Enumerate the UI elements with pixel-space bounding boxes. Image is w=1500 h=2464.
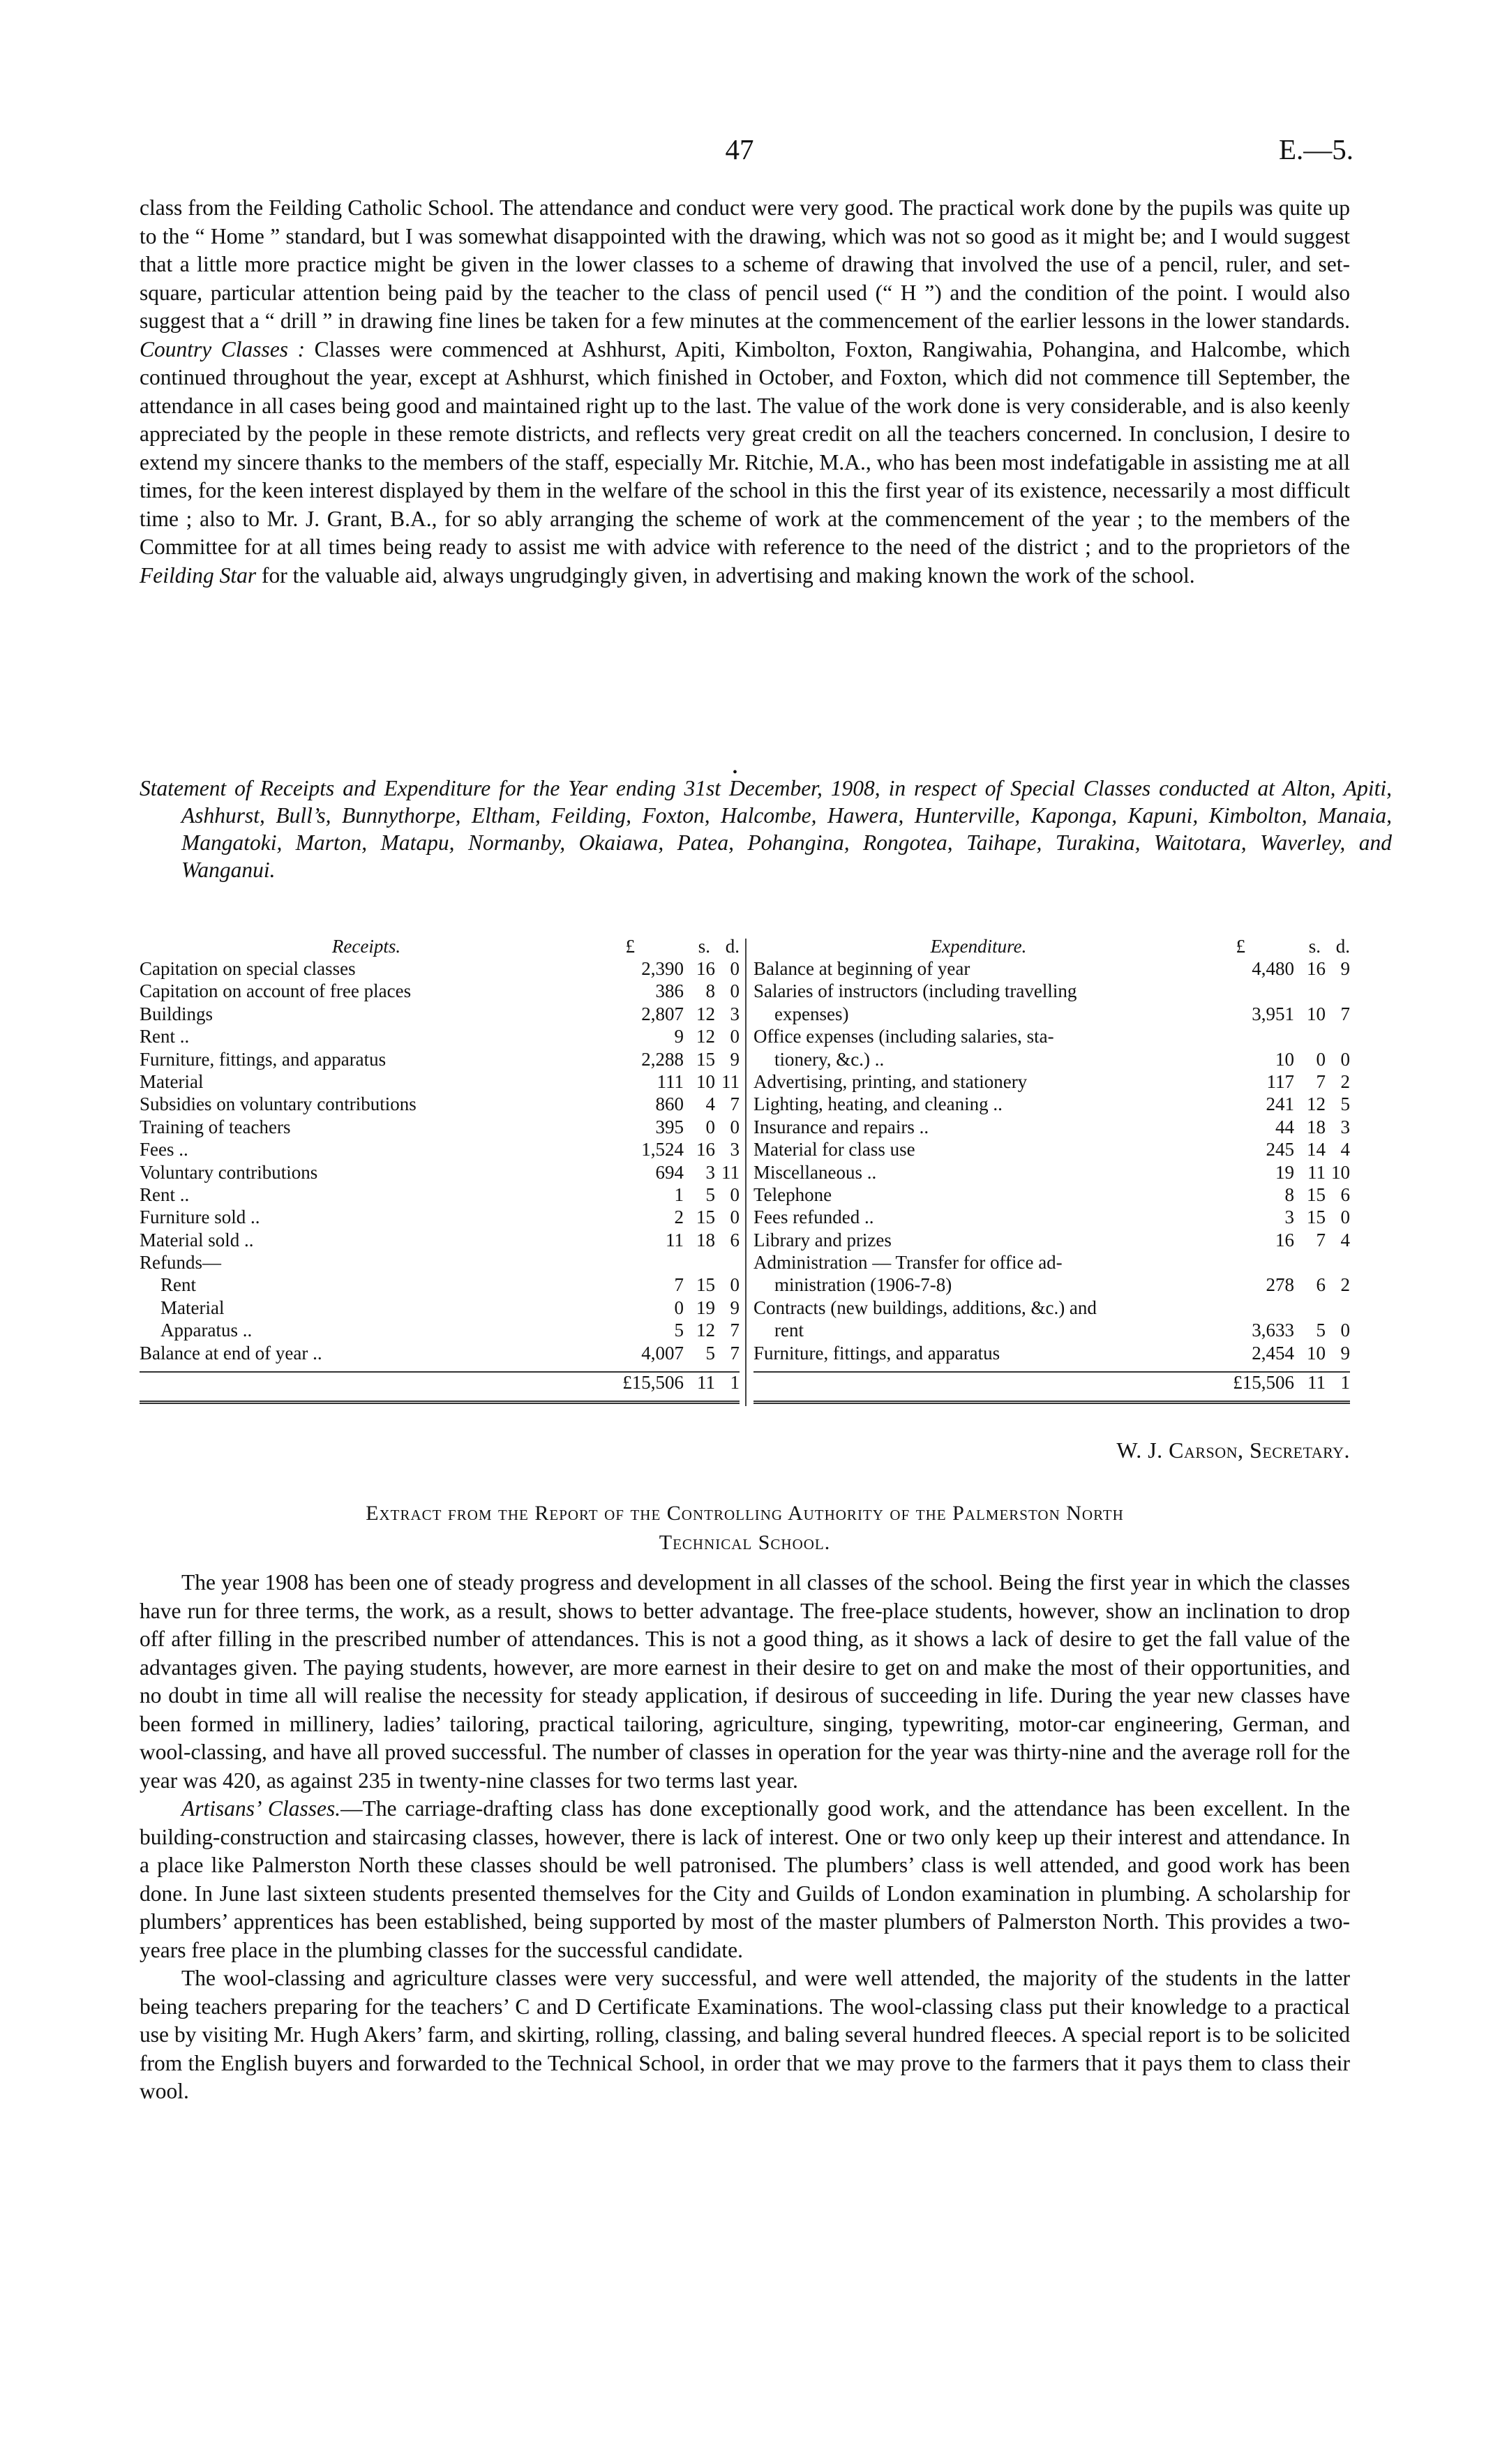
table-row [140, 1342, 740, 1364]
amount-pounds: 2 [674, 1207, 684, 1228]
row-label: Material [160, 1297, 225, 1318]
table-row [753, 1070, 1350, 1093]
amount-pounds: 16 [1275, 1229, 1294, 1250]
amount-shillings: 12 [696, 1003, 715, 1024]
column-divider [745, 939, 747, 1406]
receipts-total [140, 1371, 740, 1404]
amount-pence: 0 [730, 1274, 740, 1296]
table-row [140, 1070, 740, 1093]
receipts-header [140, 935, 740, 957]
report-text [140, 194, 1350, 590]
amount-shillings: 18 [696, 1229, 715, 1250]
amount-shillings: 19 [696, 1297, 715, 1318]
document-reference: E.—5. [1278, 133, 1353, 165]
amount-pence: 10 [1331, 1161, 1350, 1183]
amount-pence: 0 [730, 980, 740, 1002]
amount-pounds: 2,390 [641, 958, 684, 979]
table-row [753, 1251, 1350, 1274]
row-label: ministration (1906-7-8) [774, 1274, 952, 1296]
amount-shillings: 15 [1307, 1207, 1326, 1228]
amount-pounds: 4,480 [1252, 958, 1294, 979]
amount-pounds: 395 [655, 1116, 684, 1137]
extract-heading [140, 1499, 1350, 1558]
amount-pounds: 860 [655, 1093, 684, 1115]
row-label: Material sold .. [140, 1229, 254, 1250]
amount-pounds: 11 [666, 1229, 684, 1250]
amount-shillings: 16 [1307, 958, 1326, 979]
amount-pounds: 10 [1275, 1048, 1294, 1070]
amount-shillings: 15 [696, 1274, 715, 1296]
row-label: Furniture, fittings, and apparatus [753, 1342, 1000, 1364]
amount-pounds: 111 [657, 1070, 684, 1092]
amount-shillings: 7 [1316, 1229, 1326, 1250]
pence-header: d. [725, 936, 740, 957]
amount-pounds: 694 [655, 1161, 684, 1183]
amount-pounds: 278 [1266, 1274, 1294, 1296]
table-row [753, 1274, 1350, 1296]
receipts-column [140, 935, 740, 1399]
accounts-table [140, 935, 1350, 1424]
ink-dot: • [733, 765, 738, 780]
amount-shillings: 0 [1316, 1048, 1326, 1070]
extract-paragraph-2 [140, 1795, 1350, 1964]
expenditure-heading: Expenditure. [930, 936, 1027, 957]
amount-pence: 6 [1340, 1184, 1350, 1205]
report-paragraph [140, 194, 1350, 590]
artisans-paragraph-text: —The carriage-drafting class has done exceptionally good work, and the attendance has been excellent. In the building-construction and staircasing classes, however, there is lack of interest. One or two only keep up their interest and attendance. In a place like Palmerston North these classes should be well patronised. The plumbers’ class is well attended, and good work has been done. In June last sixteen students presented themselves for the City and Guilds of London examination in plumbing. A scholarship for plumbers’ apprentices has been established, being supported by most of the master plumbers of Palmerston North. This provides a two-years free place in the plumbing classes for the successful candidate. [140, 1796, 1350, 1962]
table-row [140, 1251, 740, 1274]
amount-shillings: 7 [1316, 1070, 1326, 1092]
amount-pounds: 117 [1266, 1070, 1294, 1092]
row-label: Telephone [753, 1184, 832, 1205]
amount-pounds: 8 [1284, 1184, 1294, 1205]
table-row [753, 1138, 1350, 1160]
row-label: Rent .. [140, 1184, 190, 1205]
total-pounds: £15,506 [622, 1372, 684, 1394]
page-number: 47 [725, 133, 754, 165]
amount-pence: 3 [730, 1139, 740, 1160]
statement-title: Statement of Receipts and Expenditure for the Year ending 31st December, 1908, in respect of Special Classes conducted at Alton, Apiti, Ashhurst, Bull’s, Bunnythorpe, Eltham, Feilding, Foxton, Halcombe, Hawera, Hunterville, Kaponga, Kapuni, Kimbolton, Manaia, Mangatoki, Marton, Matapu, Normanby, Okaiawa, Patea, Pohangina, Rongotea, Taihape, Turakina, Waitotara, Waverley, and Wanganui. [140, 776, 1392, 882]
table-row [140, 1319, 740, 1341]
amount-shillings: 6 [1316, 1274, 1326, 1296]
amount-shillings: 8 [705, 980, 715, 1002]
extract-paragraph-3: The wool-classing and agriculture classes were very successful, and were well attended, the majority of the students in the latter being teachers preparing for the teachers’ C and D Certificate Examinations. The wool-classing class put their knowledge to a practical use by visiting Mr. Hugh Akers’ farm, and skirting, rolling, classing, and baling several hundred fleeces. A special report is to be solicited from the English buyers and forwarded to the Technical School, in order that we may prove to the farmers that it pays them to class their wool. [140, 1966, 1350, 2103]
row-label: expenses) [774, 1003, 849, 1024]
amount-shillings: 16 [696, 958, 715, 979]
table-row [140, 1184, 740, 1206]
total-pounds: £15,506 [1233, 1372, 1294, 1394]
row-label: Fees .. [140, 1139, 188, 1160]
amount-pence: 7 [1340, 1003, 1350, 1024]
amount-pence: 9 [730, 1297, 740, 1318]
row-label: Salaries of instructors (including travelling [753, 980, 1077, 1002]
expenditure-total [753, 1371, 1350, 1404]
row-label: Rent .. [140, 1026, 190, 1047]
amount-shillings: 15 [1307, 1184, 1326, 1205]
amount-pence: 6 [730, 1229, 740, 1250]
amount-pounds: 44 [1275, 1116, 1294, 1137]
table-row [753, 1093, 1350, 1115]
table-row [140, 1093, 740, 1115]
table-row [140, 1229, 740, 1251]
total-shillings: 11 [697, 1372, 715, 1394]
row-label: Material [140, 1070, 204, 1092]
amount-shillings: 5 [1316, 1320, 1326, 1341]
amount-pence: 11 [721, 1070, 740, 1092]
amount-pence: 9 [730, 1048, 740, 1070]
row-label: Apparatus .. [160, 1320, 253, 1341]
amount-shillings: 10 [1307, 1003, 1326, 1024]
amount-shillings: 10 [696, 1070, 715, 1092]
row-label: Voluntary contributions [140, 1161, 318, 1183]
expenditure-rows [753, 957, 1350, 1364]
row-label: Balance at beginning of year [753, 958, 970, 979]
row-label: Subsidies on voluntary contributions [140, 1093, 417, 1115]
amount-pounds: 2,288 [641, 1048, 684, 1070]
amount-pence: 9 [1340, 958, 1350, 979]
extract-heading-line-2: Technical School. [659, 1531, 831, 1554]
table-row [140, 1138, 740, 1160]
amount-pence: 4 [1340, 1139, 1350, 1160]
amount-pounds: 0 [674, 1297, 684, 1318]
amount-pence: 0 [730, 1026, 740, 1047]
pence-header: d. [1335, 936, 1350, 957]
row-label: rent [774, 1320, 804, 1341]
table-row [140, 1161, 740, 1184]
amount-pounds: 241 [1266, 1093, 1294, 1115]
table-row [753, 1025, 1350, 1047]
table-row [753, 1048, 1350, 1070]
table-row [753, 1342, 1350, 1364]
table-row [753, 1229, 1350, 1251]
amount-pence: 0 [1340, 1320, 1350, 1341]
amount-shillings: 12 [696, 1320, 715, 1341]
table-row [753, 957, 1350, 980]
amount-shillings: 5 [705, 1184, 715, 1205]
total-pence: 1 [730, 1372, 740, 1394]
table-row [140, 1297, 740, 1319]
amount-pence: 0 [730, 1207, 740, 1228]
extract-paragraph-1: The year 1908 has been one of steady progress and development in all classes of the school. Being the first year in which the classes have run for three terms, the work, as a result, shows to better advantage. The free-place students, however, show an inclination to drop off after filling in the prescribed number of attendances. This is not a good thing, as it shows a lack of desire to get the fall value of the advantages given. The paying students, however, are more earnest in their desire to get on and make the most of their opportunities, and no doubt in time all will realise the necessity for steady application, if desirous of succeeding in life. During the year new classes have been formed in millinery, ladies’ tailoring, practical tailoring, agriculture, singing, typewriting, motor-car engineering, German, and wool-classing, and have all proved successful. The number of classes in operation for the year was thirty-nine and the average roll for the year was 420, as against 235 in twenty-nine classes for two terms last year. [140, 1570, 1350, 1793]
amount-pounds: 5 [674, 1320, 684, 1341]
amount-shillings: 16 [696, 1139, 715, 1160]
amount-shillings: 12 [696, 1026, 715, 1047]
amount-shillings: 3 [705, 1161, 715, 1183]
amount-pence: 5 [1340, 1093, 1350, 1115]
amount-pounds: 4,007 [641, 1342, 684, 1364]
expenditure-column [753, 935, 1350, 1399]
amount-shillings: 11 [1307, 1161, 1326, 1183]
amount-pounds: 3 [1284, 1207, 1294, 1228]
table-row [140, 1116, 740, 1138]
table-row [753, 1297, 1350, 1319]
amount-pence: 3 [730, 1003, 740, 1024]
amount-pence: 0 [730, 1184, 740, 1205]
table-row [140, 1274, 740, 1296]
amount-pence: 0 [1340, 1048, 1350, 1070]
table-row [140, 1025, 740, 1047]
amount-shillings: 12 [1307, 1093, 1326, 1115]
report-paragraph-1-cont: Classes were commenced at Ashhurst, Apiti, Kimbolton, Foxton, Rangiwahia, Pohangina, and Halcombe, which continued throughout the year, except at Ashhurst, which finished in October, and Foxton, which did not commence till September, the attendance in all cases being good and maintained right up to the last. The value of the work done is very considerable, and is also keenly appreciated by the people in these remote districts, and reflects very great credit on all the teachers concerned. In conclusion, I desire to extend my sincere thanks to the members of the staff, especially Mr. Ritchie, M.A., who has been most indefatigable in assisting me at all times, for the keen interest displayed by them in the welfare of the school in this the first year of its existence, necessarily a most difficult time ; also to Mr. J. Grant, B.A., for so ably arranging the scheme of work at the commencement of the year ; to the members of the Committee for at all times being ready to assist me with advice with reference to the need of the district ; and to the proprietors of the [140, 336, 1350, 559]
row-label: Furniture, fittings, and apparatus [140, 1048, 387, 1070]
amount-pounds: 245 [1266, 1139, 1294, 1160]
amount-shillings: 4 [705, 1093, 715, 1115]
amount-pounds: 3,951 [1252, 1003, 1294, 1024]
row-label: Material for class use [753, 1139, 915, 1160]
amount-shillings: 15 [696, 1207, 715, 1228]
table-row [753, 1116, 1350, 1138]
table-row [140, 1206, 740, 1228]
table-row [140, 1003, 740, 1025]
amount-pence: 0 [1340, 1207, 1350, 1228]
amount-shillings: 18 [1307, 1116, 1326, 1137]
total-pence: 1 [1340, 1372, 1350, 1394]
row-label: Buildings [140, 1003, 213, 1024]
table-row [753, 1161, 1350, 1184]
amount-shillings: 5 [705, 1342, 715, 1364]
row-label: Rent [160, 1274, 196, 1296]
receipts-total-row [140, 1371, 740, 1399]
pounds-header: £ [625, 936, 635, 957]
row-label: Miscellaneous .. [753, 1161, 877, 1183]
amount-pence: 11 [721, 1161, 740, 1183]
expenditure-header [753, 935, 1350, 957]
row-label: Capitation on special classes [140, 958, 356, 979]
newspaper-name: Feilding Star [140, 562, 257, 588]
amount-pounds: 9 [674, 1026, 684, 1047]
table-row [753, 1184, 1350, 1206]
table-row [140, 1048, 740, 1070]
table-row [753, 980, 1350, 1002]
table-row [753, 1003, 1350, 1025]
row-label: Insurance and repairs .. [753, 1116, 929, 1137]
amount-pence: 3 [1340, 1116, 1350, 1137]
row-label: Administration — Transfer for office ad- [753, 1252, 1063, 1274]
table-row [140, 957, 740, 980]
secretary-signature: W. J. Carson, Secretary. [1116, 1438, 1350, 1463]
amount-pence: 4 [1340, 1229, 1350, 1250]
amount-shillings: 10 [1307, 1342, 1326, 1364]
shillings-header: s. [698, 936, 710, 957]
table-row [753, 1206, 1350, 1228]
row-label: Library and prizes [753, 1229, 892, 1250]
row-label: Contracts (new buildings, additions, &c.) and [753, 1297, 1097, 1318]
amount-pounds: 7 [674, 1274, 684, 1296]
amount-pounds: 2,454 [1252, 1342, 1294, 1364]
amount-pounds: 386 [655, 980, 684, 1002]
amount-pence: 0 [730, 958, 740, 979]
report-paragraph-1-end: for the valuable aid, always ungrudgingly given, in advertising and making known the work of the school. [262, 562, 1195, 588]
row-label: Refunds— [140, 1252, 221, 1274]
amount-shillings: 14 [1307, 1139, 1326, 1160]
amount-pence: 9 [1340, 1342, 1350, 1364]
amount-pounds: 1,524 [641, 1139, 684, 1160]
amount-pounds: 3,633 [1252, 1320, 1294, 1341]
shillings-header: s. [1308, 936, 1321, 957]
extract-heading-line-1: Extract from the Report of the Controlling Authority of the Palmerston North [366, 1502, 1124, 1525]
amount-pence: 0 [730, 1116, 740, 1137]
amount-pounds: 1 [674, 1184, 684, 1205]
receipts-rows [140, 957, 740, 1364]
row-label: Furniture sold .. [140, 1207, 260, 1228]
row-label: Office expenses (including salaries, sta- [753, 1026, 1054, 1047]
expenditure-total-row [753, 1371, 1350, 1399]
page-header [126, 133, 1353, 174]
country-classes-label: Country Classes : [140, 336, 306, 361]
amount-pounds: 2,807 [641, 1003, 684, 1024]
table-row [753, 1319, 1350, 1341]
row-label: tionery, &c.) .. [774, 1048, 885, 1070]
pounds-header: £ [1236, 936, 1245, 957]
row-label: Capitation on account of free places [140, 980, 412, 1002]
amount-pounds: 19 [1275, 1161, 1294, 1183]
table-row [140, 980, 740, 1002]
amount-pence: 7 [730, 1342, 740, 1364]
row-label: Fees refunded .. [753, 1207, 874, 1228]
row-label: Balance at end of year .. [140, 1342, 322, 1364]
amount-shillings: 15 [696, 1048, 715, 1070]
amount-pence: 2 [1340, 1274, 1350, 1296]
amount-pence: 7 [730, 1093, 740, 1115]
amount-pence: 7 [730, 1320, 740, 1341]
row-label: Advertising, printing, and stationery [753, 1070, 1028, 1092]
receipts-heading: Receipts. [331, 936, 401, 957]
total-shillings: 11 [1307, 1372, 1326, 1394]
report-paragraph-1: class from the Feilding Catholic School. The attendance and conduct were very good. The practical work done by the pupils was quite up to the “ Home ” standard, but I was somewhat disappointed with the drawing, which was not so good as it might be; and I would suggest that a little more practice might be given in the lower classes to a scheme of drawing that involved the use of a pencil, ruler, and set-square, particular attention being paid by the teacher to the class of pencil used (“ H ”) and the condition of the point. I would also suggest that a “ drill ” in drawing fine lines be taken for a few minutes at the commencement of the earlier lessons in the lower standards. [140, 195, 1350, 333]
amount-pence: 2 [1340, 1070, 1350, 1092]
row-label: Lighting, heating, and cleaning .. [753, 1093, 1003, 1115]
artisans-classes-label: Artisans’ Classes. [181, 1796, 341, 1821]
row-label: Training of teachers [140, 1116, 291, 1137]
amount-shillings: 0 [705, 1116, 715, 1137]
extract-text [140, 1569, 1350, 2106]
